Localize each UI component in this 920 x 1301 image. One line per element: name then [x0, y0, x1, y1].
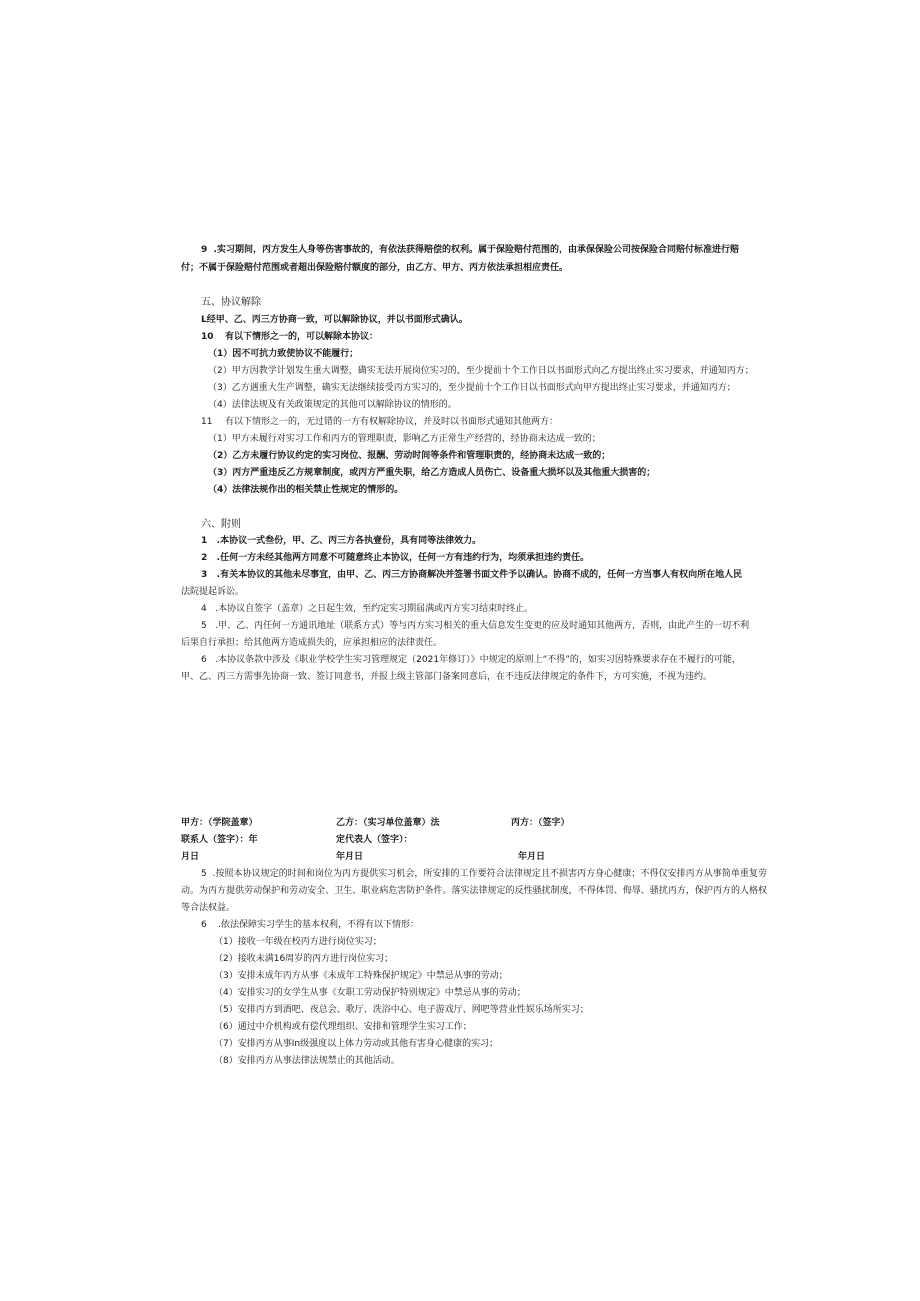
appendix-item-7: （7）安排丙方从事In级强度以上体力劳动或其他有害身心健康的实习；: [214, 1039, 499, 1049]
appendix-item-2: （2）接收未满16周岁的丙方进行岗位实习；: [214, 954, 394, 964]
section-5-heading: 五、协议解除: [201, 297, 261, 308]
party-a-seal: 甲方：（学院盖章）: [181, 818, 258, 828]
clause-10-item-1: （1）因不可抗力致使协议不能履行；: [208, 349, 359, 359]
final-clause-5-line-1: 5 .甲、乙、丙任何一方通讯地址（联系方式）等与丙方实习相关的重大信息发生变更的应及时通知其他两方，否则，由此产生的一切不利: [201, 621, 750, 631]
final-clause-6-line-2: 甲、乙、丙三方需事先协商一致、签订同意书，并报上级主管部门备案同意后，在不违反法律规定的条件下，方可实施，不视为违约。: [181, 672, 713, 682]
clause-9-line-1: 9 .实习期间，丙方发生人身等伤害事故的，有依法获得赔偿的权利。属于保险赔付范围的，由承保保险公司按保险合同赔付标准进行赔: [201, 245, 739, 255]
party-a-contact: 联系人（签字）：年: [181, 835, 258, 845]
clause-11-text: 有以下情形之一的，无过错的一方有权解除协议，并及时以书面形式通知其他两方：: [225, 417, 559, 427]
party-b-legal-rep: 定代表人（签字）：: [336, 835, 413, 845]
clause-10-number: 10: [201, 332, 214, 342]
final-clause-1: 1 .本协议一式叁份，甲、乙、丙三方各执壹份，具有同等法律效力。: [201, 536, 482, 546]
appendix-item-5: （5）安排丙方到酒吧、夜总会、歌厅、洗浴中心、电子游戏厅、网吧等营业性娱乐场所实习；: [214, 1005, 589, 1015]
clause-11-item-4: （4）法律法规作出的相关禁止性规定的情形的。: [208, 485, 404, 495]
final-clause-2: 2 .任何一方未经其他两方同意不可随意终止本协议，任何一方有违约行为，均须承担违约责任。: [201, 553, 590, 563]
final-clause-3-line-2: 法院提起诉讼。: [181, 587, 245, 597]
party-b-date: 年月日: [336, 852, 364, 862]
clause-11-item-3: （3）丙方严重违反乙方规章制度，或丙方严重失职，给乙方造成人员伤亡、设备重大损坏以及其他重大损害的；: [208, 468, 656, 478]
party-b-seal: 乙方：（实习单位盖章）法: [336, 818, 440, 828]
party-a-date: 月日: [181, 852, 200, 862]
mutual-termination: L经甲、乙、丙三方协商一致，可以解除协议，并以书面形式确认。: [201, 315, 468, 325]
clause-10-item-2: （2）甲方因教学计划发生重大调整，确实无法开展岗位实习的，至少提前十个工作日以书面形式向乙方提出终止实习要求，并通知丙方；: [208, 366, 754, 376]
clause-9-line-2: 付；不属于保险赔付范围或者超出保险赔付额度的部分，由乙方、甲方、丙方依法承担相应责任。: [181, 263, 569, 273]
clause-10-text: 有以下情形之一的，可以解除本协议：: [225, 332, 379, 342]
appendix-clause-6: 6 .依法保障实习学生的基本权利，不得有以下情形：: [201, 920, 420, 930]
party-c-signature: 丙方：（签字）: [511, 818, 570, 828]
final-clause-5-line-2: 后果自行承担；给其他两方造成损失的，应承担相应的法律责任。: [181, 638, 443, 648]
clause-10-item-4: （4）法律法规及有关政策规定的其他可以解除协议的情形的。: [208, 400, 457, 410]
appendix-clause-5: 5 .按照本协议规定的时间和岗位为丙方提供实习机会，所安排的工作要符合法律规定且不损害丙方身心健康；不得仅安排丙方从事简单重复劳动。为丙方提供劳动保护和劳动安全、卫生、职业病危害防护条件。落实法律规定的反性骚扰制度，不得体罚、侮辱、骚扰丙方，保护丙方的人格权等合法权益。: [181, 869, 767, 913]
clause-10-item-3: （3）乙方遇重大生产调整，确实无法继续接受丙方实习的，至少提前十个工作日以书面形式向甲方提出终止实习要求，并通知丙方；: [208, 383, 736, 393]
final-clause-6-line-1: 6 .本协议条款中涉及《职业学校学生实习管理规定（2021年修订）》中规定的原则上“不得”的，如实习因特殊要求存在不履行的可能，: [201, 655, 741, 665]
final-clause-4: 4 .本协议自签字（盖章）之日起生效，至约定实习期届满或丙方实习结束时终止。: [201, 604, 534, 614]
appendix-item-3: （3）安排未成年丙方从事《未成年工特殊保护规定》中禁忌从事的劳动；: [214, 971, 508, 981]
clause-11-item-1: （1）甲方未履行对实习工作和丙方的管理职责，影响乙方正常生产经营的，经协商未达成一致的；: [208, 434, 601, 444]
appendix-item-8: （8）安排丙方从事法律法规禁止的其他活动。: [214, 1056, 400, 1066]
appendix-item-4: （4）安排实习的女学生从事《女职工劳动保护特别规定》中禁忌从事的劳动；: [214, 988, 526, 998]
clause-11-number: 11: [201, 417, 213, 427]
final-clause-3-line-1: 3 .有关本协议的其他未尽事宜，由甲、乙、丙三方协商解决并签署书面文件予以确认。协商不成的，任何一方当事人有权向所在地人民: [201, 570, 743, 580]
appendix-item-1: （1）接收一年级在校丙方进行岗位实习；: [214, 937, 382, 947]
section-6-heading: 六、附则: [201, 519, 241, 530]
clause-11-item-2: （2）乙方未履行协议约定的实习岗位、报酬、劳动时间等条件和管理职责的，经协商未达成一致的；: [208, 451, 611, 461]
party-c-date: 年月日: [518, 852, 546, 862]
appendix-item-6: （6）通过中介机构或有偿代理组织、安排和管理学生实习工作；: [214, 1022, 472, 1032]
